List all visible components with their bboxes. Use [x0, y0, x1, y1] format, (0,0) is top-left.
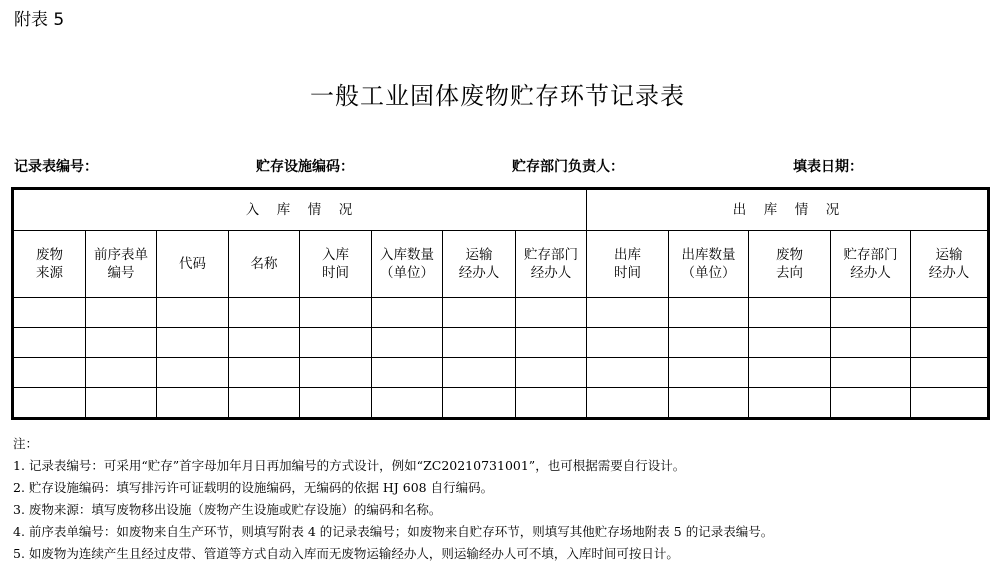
notes-heading: 注：	[13, 436, 39, 451]
column-header	[831, 231, 911, 298]
column-header	[911, 231, 989, 298]
meta-label: 贮存部门负责人：	[512, 159, 624, 175]
column-header-line1: 入库	[322, 247, 349, 263]
table-cell[interactable]	[911, 388, 989, 419]
column-header-line1: 入库数量	[380, 247, 434, 263]
table-cell[interactable]	[669, 298, 749, 328]
table-cell[interactable]	[13, 328, 86, 358]
column-header	[443, 231, 516, 298]
column-header-line2: 去向	[776, 265, 803, 281]
table-cell[interactable]	[300, 388, 372, 419]
table-cell[interactable]	[157, 388, 229, 419]
note-item: 3. 废物来源：填写废物移出设施（废物产生设施或贮存设施）的编码和名称。	[13, 502, 442, 517]
note-item: 2. 贮存设施编码：填写排污许可证载明的设施编码，无编码的依据 HJ 608 自行编码。	[13, 480, 494, 495]
table-cell[interactable]	[13, 298, 86, 328]
meta-dept-head	[512, 156, 634, 176]
table-cell[interactable]	[229, 328, 300, 358]
table-row	[13, 298, 989, 328]
table-cell[interactable]	[831, 388, 911, 419]
table-cell[interactable]	[587, 388, 669, 419]
column-header-line2: 经办人	[530, 265, 572, 281]
table-cell[interactable]	[157, 298, 229, 328]
column-header	[157, 231, 229, 298]
table-cell[interactable]	[372, 358, 443, 388]
table-cell[interactable]	[300, 298, 372, 328]
table-cell[interactable]	[86, 328, 157, 358]
table-cell[interactable]	[669, 388, 749, 419]
table-cell[interactable]	[587, 298, 669, 328]
table-row	[13, 388, 989, 419]
column-header-line1: 代码	[179, 256, 206, 272]
column-header-line1: 出库	[614, 247, 641, 263]
column-header-line2: 经办人	[850, 265, 891, 281]
column-header-line1: 前序表单	[94, 247, 148, 263]
table-cell[interactable]	[13, 358, 86, 388]
table-cell[interactable]	[86, 358, 157, 388]
meta-record-number	[14, 156, 108, 176]
column-header	[669, 231, 749, 298]
column-header	[300, 231, 372, 298]
record-table	[11, 187, 990, 420]
meta-label: 贮存设施编码：	[256, 159, 354, 175]
table-cell[interactable]	[911, 358, 989, 388]
column-header-line1: 废物	[776, 247, 803, 263]
meta-label: 填表日期：	[793, 159, 863, 175]
table-row	[13, 358, 989, 388]
table-cell[interactable]	[86, 298, 157, 328]
table-cell[interactable]	[157, 328, 229, 358]
column-header-line1: 出库数量	[681, 247, 736, 263]
column-header-line2: 时间	[322, 265, 349, 281]
table-cell[interactable]	[516, 328, 587, 358]
table-cell[interactable]	[516, 298, 587, 328]
appendix-label: 附表 5	[14, 10, 65, 30]
table-cell[interactable]	[831, 298, 911, 328]
table-cell[interactable]	[229, 388, 300, 419]
table-cell[interactable]	[86, 388, 157, 419]
table-cell[interactable]	[587, 328, 669, 358]
table-cell[interactable]	[300, 358, 372, 388]
table-cell[interactable]	[13, 388, 86, 419]
column-header	[516, 231, 587, 298]
table-cell[interactable]	[669, 358, 749, 388]
column-header-line1: 贮存部门	[843, 247, 898, 263]
note-item: 4. 前序表单编号：如废物来自生产环节，则填写附表 4 的记录表编号；如废物来自贮存环节，则填写其他贮存场地附表 5 的记录表编号。	[13, 524, 774, 539]
table-cell[interactable]	[300, 328, 372, 358]
section-inbound: 入 库 情 况	[13, 189, 587, 231]
table-cell[interactable]	[229, 358, 300, 388]
table-cell[interactable]	[516, 358, 587, 388]
table-cell[interactable]	[157, 358, 229, 388]
table-cell[interactable]	[443, 388, 516, 419]
table-cell[interactable]	[587, 358, 669, 388]
column-header	[13, 231, 86, 298]
table-cell[interactable]	[749, 388, 831, 419]
table-cell[interactable]	[372, 388, 443, 419]
table-cell[interactable]	[669, 328, 749, 358]
meta-facility-code	[256, 156, 364, 176]
table-cell[interactable]	[749, 358, 831, 388]
column-header	[749, 231, 831, 298]
note-item: 1. 记录表编号：可采用“贮存”首字母加年月日再加编号的方式设计，例如“ZC20210731001”，也可根据需要自行设计。	[13, 458, 686, 473]
meta-fill-date	[793, 156, 873, 176]
column-header-line2: 经办人	[458, 265, 500, 281]
table-cell[interactable]	[749, 328, 831, 358]
column-header-line2: （单位）	[380, 265, 434, 281]
table-row	[13, 328, 989, 358]
column-header-line2: 编号	[107, 265, 135, 281]
notes	[13, 433, 773, 565]
table-cell[interactable]	[911, 328, 989, 358]
column-header-line2: 经办人	[928, 265, 970, 281]
table-cell[interactable]	[911, 298, 989, 328]
column-header-line1: 运输	[465, 247, 493, 263]
column-header-line1: 名称	[250, 256, 278, 272]
table-cell[interactable]	[372, 328, 443, 358]
column-header-line2: 来源	[36, 265, 63, 281]
column-header-line1: 废物	[36, 247, 63, 263]
table-cell[interactable]	[443, 298, 516, 328]
section-outbound: 出 库 情 况	[587, 189, 989, 231]
column-header	[372, 231, 443, 298]
column-header-line1: 运输	[935, 247, 963, 263]
column-header-line2: 时间	[614, 265, 641, 281]
table-cell[interactable]	[749, 298, 831, 328]
table-cell[interactable]	[516, 388, 587, 419]
table-cell[interactable]	[372, 298, 443, 328]
table-cell[interactable]	[831, 358, 911, 388]
column-header	[86, 231, 157, 298]
column-header-line1: 贮存部门	[524, 247, 578, 263]
column-header-line2: （单位）	[681, 265, 736, 281]
column-header	[587, 231, 669, 298]
note-item: 5. 如废物为连续产生且经过皮带、管道等方式自动入库而无废物运输经办人，则运输经办人可不填，入库时间可按日计。	[13, 546, 679, 561]
table-cell[interactable]	[229, 298, 300, 328]
column-header	[229, 231, 300, 298]
table-cell[interactable]	[443, 328, 516, 358]
table-cell[interactable]	[831, 328, 911, 358]
page-title: 一般工业固体废物贮存环节记录表	[310, 82, 685, 110]
table-cell[interactable]	[443, 358, 516, 388]
meta-label: 记录表编号：	[14, 159, 98, 175]
